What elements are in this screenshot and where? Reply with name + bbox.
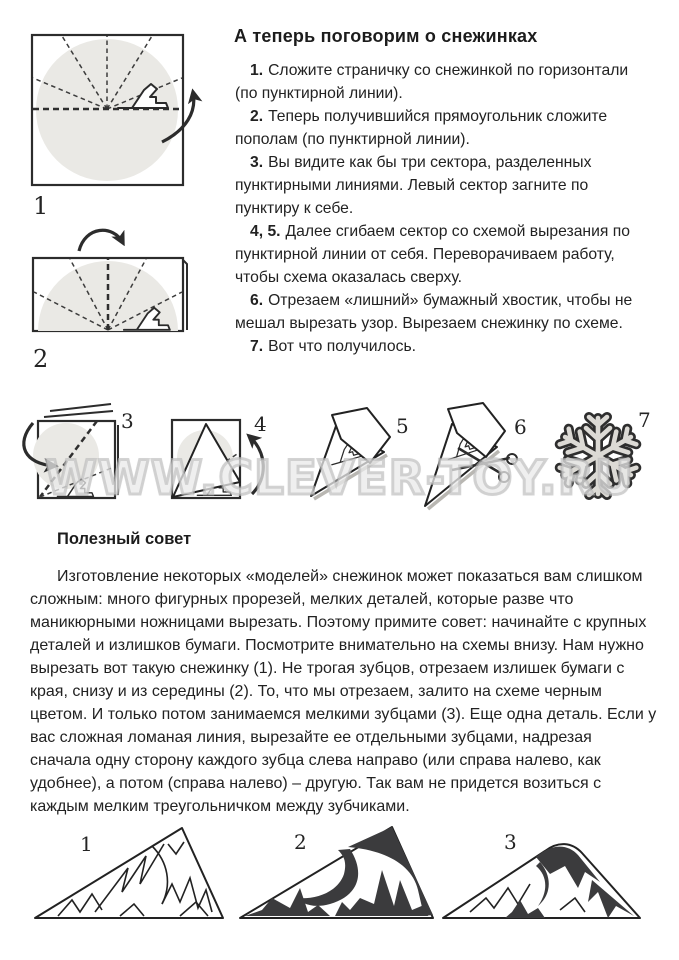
scheme-triangle-1 [35,828,223,918]
scheme-label-1: 1 [80,832,93,856]
step-number: 7. [250,338,264,355]
watermark: WWW.CLEVER-TOY.RU [44,451,635,506]
instruction-step [235,59,651,105]
step-text: Далее сгибаем сектор со схемой вырезания по пунктирной линии от себя. Переворачиваем работу, чтобы схема оказалась сверху. [235,223,630,286]
figure-fold-step-3 [24,404,118,498]
scheme-triangle-3 [443,844,640,918]
instruction-step [235,289,651,335]
figure-fold-step-6 [425,403,517,509]
scheme-label-3: 3 [504,830,517,854]
figure-fold-step-1 [32,35,194,185]
scheme-label-2: 2 [294,830,307,854]
instruction-list [235,59,651,358]
figure-label-2: 2 [33,345,49,373]
step-number: 3. [250,154,264,171]
instruction-step [235,105,651,151]
step-text: Сложите страничку со снежинкой по горизонтали (по пунктирной линии). [235,62,629,102]
figure-label-7: 7 [638,408,651,432]
step-number: 1. [250,62,264,79]
figure-label-4: 4 [254,412,267,436]
step-text: Отрезаем «лишний» бумажный хвостик, чтобы не мешал вырезать узор. Вырезаем снежинку по схеме. [235,292,633,332]
step-number: 2. [250,108,264,125]
figure-fold-step-5 [311,408,390,499]
page-title: А теперь поговорим о снежинках [234,26,538,46]
figure-label-3: 3 [121,409,134,433]
scheme-triangle-2 [240,827,433,918]
instruction-step [235,151,651,220]
step-number: 4, 5. [250,223,281,240]
snowflake-icon [558,417,638,495]
advice-heading: Полезный совет [57,530,192,548]
advice-paragraph: Изготовление некоторых «моделей» снежинок может показаться вам слишком сложным: много фигурных прорезей, мелких деталей, которые разве что маникюрными ножницами вырезать. Поэтому примите совет: начинайте с крупных деталей и излишков бумаги. Посмотрите внимательно на схемы внизу. Нам нужно вырезать вот такую снежинку (1). Не трогая зубцов, отрезаем излишек бумаги с края, снизу и из середины (2). То, что мы отрезаем, залито на схеме черным цветом. И только потом занимаемся мелкими зубцами (3). Еще одна деталь. Если у вас сложная ломаная линия, вырезайте ее отдельными зубцами, надрезая сначала одну сторону каждого зубца слева направо (или справа налево, как удобнее), а потом (справа налево) – другую. Так вам не придется возиться с каждым мелким треугольничком между зубчиками. [30,568,657,815]
figure-label-5: 5 [396,414,409,438]
step-text: Вы видите как бы три сектора, разделенных пунктирными линиями. Левый сектор загните по пунктиру к себе. [235,154,592,217]
instruction-step [235,220,651,289]
figure-fold-step-4 [172,420,263,498]
step-number: 6. [250,292,264,309]
fold-arrow-icon [79,230,123,251]
figure-label-6: 6 [514,415,527,439]
figure-label-1: 1 [33,192,49,220]
fold-arrow-icon [249,436,263,494]
instruction-step [235,335,651,358]
figure-fold-step-2 [33,230,187,331]
step-text: Вот что получилось. [268,338,416,355]
step-text: Теперь получившийся прямоугольник сложите пополам (по пунктирной линии). [235,108,608,148]
